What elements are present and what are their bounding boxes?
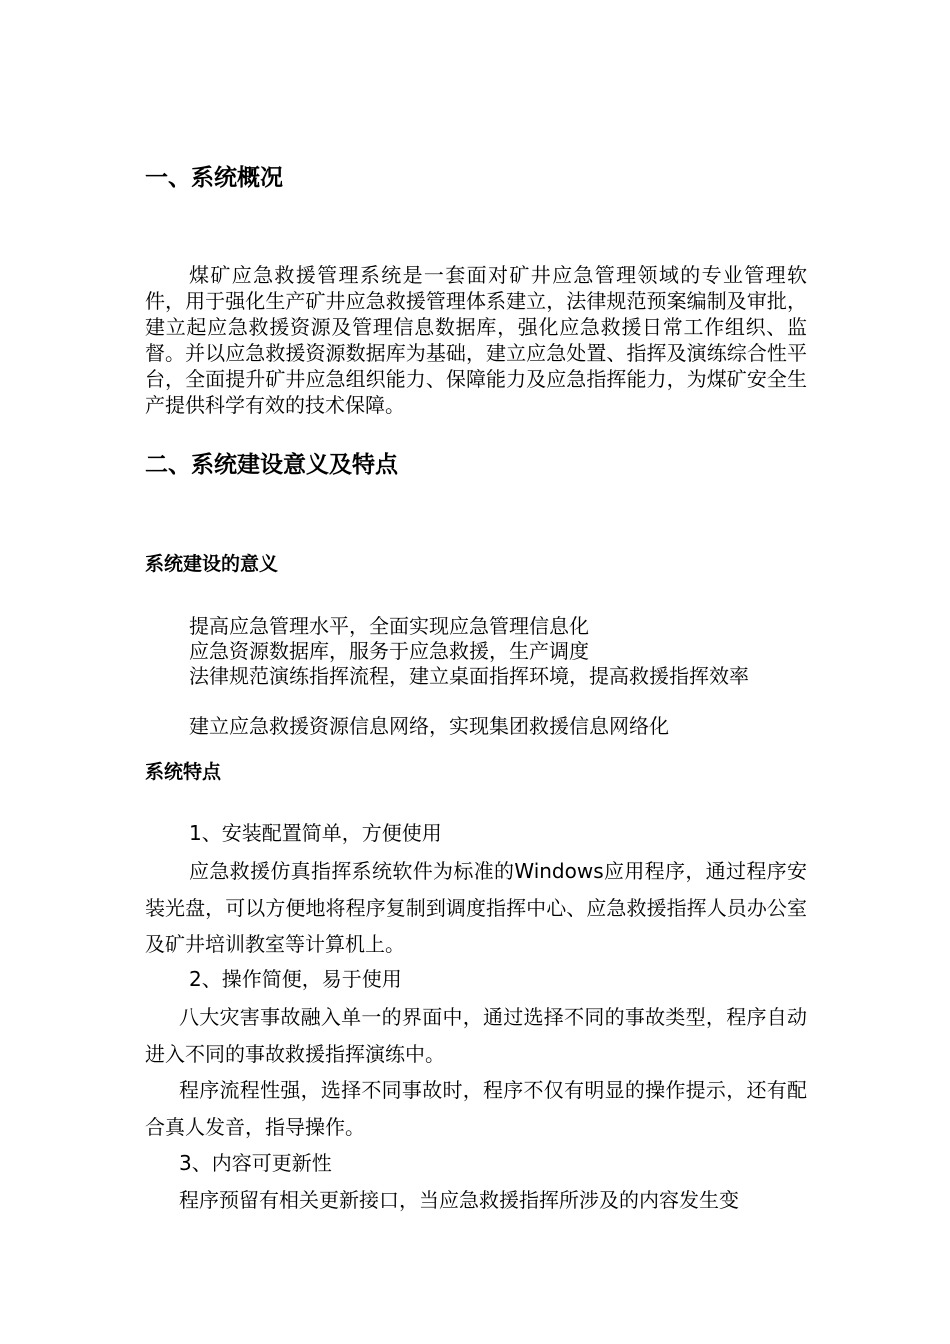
- feature-2-text-1: 八大灾害事故融入单一的界面中，通过选择不同的事故类型，程序自动进入不同的事故救援指挥演练中。: [145, 1005, 807, 1066]
- feature-3-title: 3、内容可更新性: [179, 1151, 332, 1175]
- overview-paragraph: 煤矿应急救援管理系统是一套面对矿井应急管理领域的专业管理软件，用于强化生产矿井应急救援管理体系建立，法律规范预案编制及审批，建立起应急救援资源及管理信息数据库，强化应急救援日常工作组织、监督。并以应急救援资源数据库为基础，建立应急处置、指挥及演练综合性平台，全面提升矿井应急组织能力、保障能力及应急指挥能力，为煤矿安全生产提供科学有效的技术保障。: [145, 263, 807, 417]
- subheading-features: 系统特点: [145, 761, 222, 783]
- meaning-item: 法律规范演练指挥流程，建立桌面指挥环境，提高救援指挥效率: [189, 664, 749, 688]
- meaning-item: 建立应急救援资源信息网络，实现集团救援信息网络化: [189, 714, 669, 738]
- section-heading-overview: 一、系统概况: [145, 165, 283, 191]
- section-heading-significance: 二、系统建设意义及特点: [145, 452, 398, 478]
- feature-3-text: 程序预留有相关更新接口，当应急救援指挥所涉及的内容发生变: [179, 1188, 739, 1212]
- feature-1-title: 1、安装配置简单，方便使用: [189, 821, 442, 845]
- meaning-item: 应急资源数据库，服务于应急救援，生产调度: [189, 639, 589, 663]
- meaning-item: 提高应急管理水平，全面实现应急管理信息化: [189, 614, 589, 638]
- feature-2-title: 2、操作简便，易于使用: [189, 967, 402, 991]
- subheading-meaning: 系统建设的意义: [145, 553, 279, 575]
- feature-2-text-2: 程序流程性强，选择不同事故时，程序不仅有明显的操作提示，还有配合真人发音，指导操作。: [145, 1078, 807, 1139]
- feature-1-text: 应急救援仿真指挥系统软件为标准的Windows应用程序，通过程序安装光盘，可以方便地将程序复制到调度指挥中心、应急救援指挥人员办公室及矿井培训教室等计算机上。: [145, 859, 807, 956]
